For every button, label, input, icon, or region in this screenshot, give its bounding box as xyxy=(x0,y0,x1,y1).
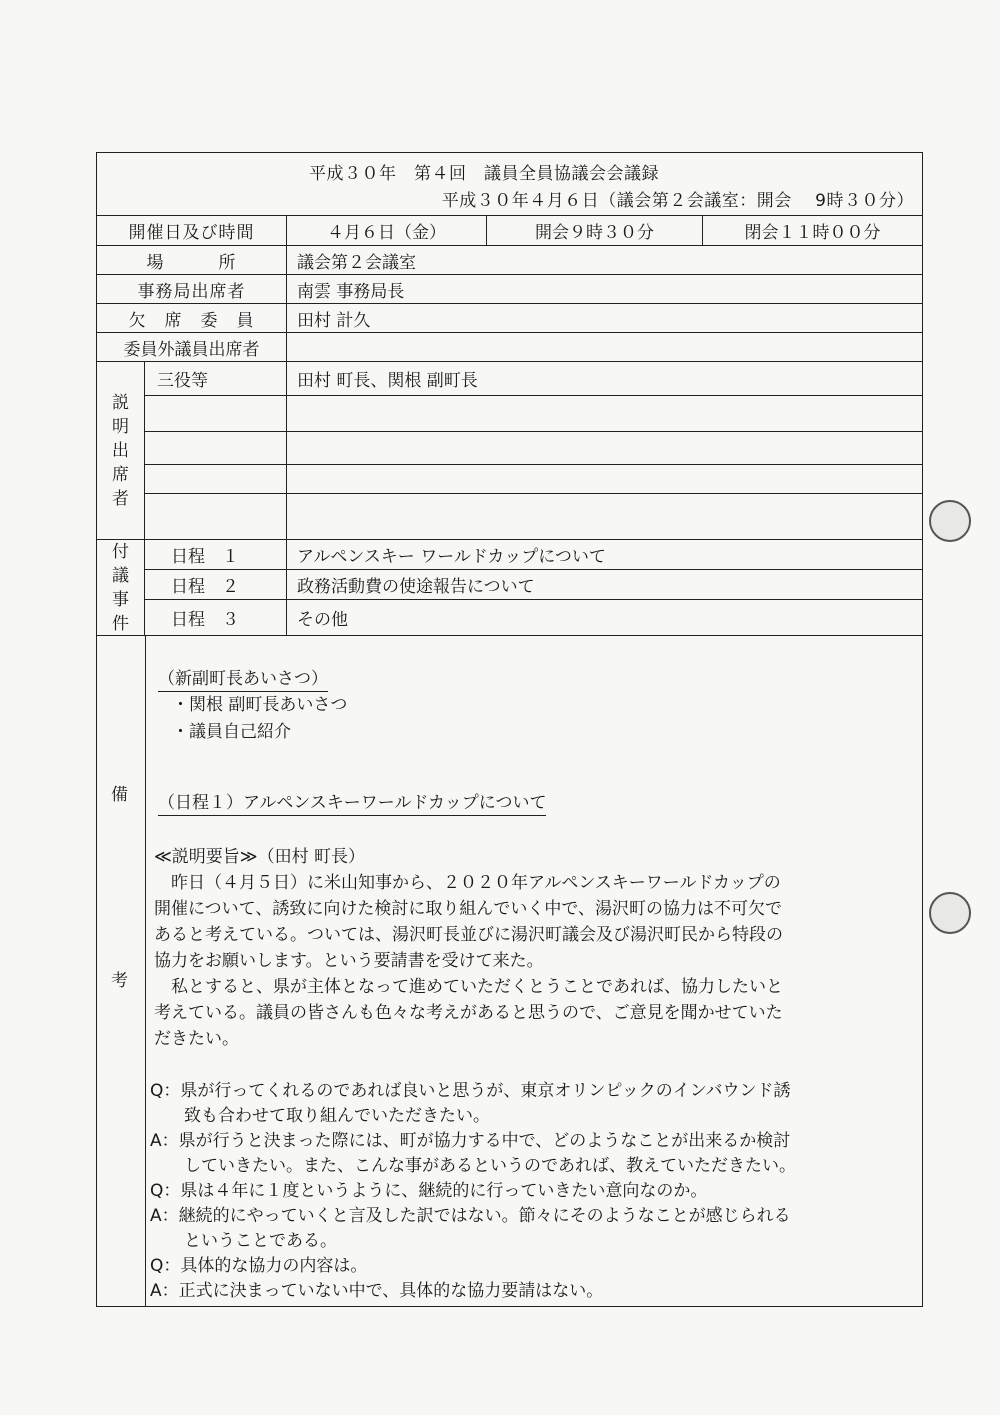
summary-line: だきたい。 xyxy=(154,1029,239,1049)
qa-line: A：県が行うと決まった際には、町が協力する中で、どのようなことが出来るか検討 xyxy=(150,1131,791,1151)
qa-line: Q：県は４年に１度というように、継続的に行っていきたい意向なのか。 xyxy=(150,1181,708,1201)
qa-line: 致も合わせて取り組んでいただきたい。 xyxy=(150,1106,490,1126)
label-char: 事 xyxy=(112,589,129,610)
qa-line: A：正式に決まっていない中で、具体的な協力要請はない。 xyxy=(150,1281,604,1301)
summary-line: 昨日（４月５日）に米山知事から、２０２０年アルペンスキーワールドカップの xyxy=(154,873,781,893)
explain-row-value xyxy=(287,494,922,539)
summary-line: 考えている。議員の皆さんも色々な考えがあると思うので、ご意見を聞かせていた xyxy=(154,1003,783,1023)
absent-value: 田村 計久 xyxy=(297,310,371,331)
label-char: 備 xyxy=(111,785,128,805)
summary-heading: ≪説明要旨≫（田村 町長） xyxy=(154,847,365,867)
greeting-item: ・議員自己紹介 xyxy=(172,722,291,742)
summary-line: 協力をお願いします。という要請書を受けて来た。 xyxy=(154,951,544,971)
agenda-item-label: 日程 ２ xyxy=(145,570,287,599)
agenda-item-label: 日程 １ xyxy=(145,540,287,569)
qa-line: していきたい。また、こんな事があるというのであれば、教えていただきたい。 xyxy=(150,1156,796,1176)
agenda-item-value: アルペンスキー ワールドカップについて xyxy=(297,547,606,567)
label-char: 席 xyxy=(112,464,129,485)
date-row xyxy=(97,216,922,246)
explain-grid xyxy=(145,362,922,539)
qa-line: ということである。 xyxy=(150,1231,337,1251)
office-label: 事務局出席者 xyxy=(97,275,287,303)
absent-label: 欠 席 委 員 xyxy=(97,304,287,332)
outside-value xyxy=(287,333,922,361)
document-subtitle: 平成３０年４月６日（議会第２会議室：開会 9時３０分） xyxy=(441,191,914,211)
explain-section xyxy=(97,362,922,540)
topic-heading xyxy=(158,788,546,813)
summary-line: 開催について、誘致に向けた検討に取り組んでいく中で、湯沢町の協力は不可欠で xyxy=(154,899,782,919)
explain-row-value xyxy=(287,396,922,431)
label-char: 説 xyxy=(112,392,129,413)
explain-row-label xyxy=(145,432,287,464)
explain-label xyxy=(97,362,145,539)
explain-row-value xyxy=(287,432,922,464)
explain-row-label: 三役等 xyxy=(145,362,287,395)
summary-line: あると考えている。ついては、湯沢町長並びに湯沢町議会及び湯沢町民から特段の xyxy=(154,925,783,945)
remarks-section xyxy=(97,636,922,1306)
qa-line: A：継続的にやっていくと言及した訳ではない。節々にそのようなことが感じられる xyxy=(150,1206,791,1226)
office-value: 南雲 事務局長 xyxy=(297,281,405,302)
agenda-section xyxy=(97,540,922,636)
topic-heading-text: （日程１）アルペンスキーワールドカップについて xyxy=(158,793,546,816)
label-char: 者 xyxy=(112,488,129,509)
agenda-item-value: 政務活動費の使途報告について xyxy=(297,577,535,597)
qa-line: Q：県が行ってくれるのであれば良いと思うが、東京オリンピックのインバウンド誘 xyxy=(150,1081,791,1101)
agenda-item xyxy=(145,540,922,570)
agenda-item xyxy=(145,570,922,600)
explain-row xyxy=(145,432,922,465)
date-value: ４月６日（金） xyxy=(287,216,487,245)
qa-line: Q：具体的な協力の内容は。 xyxy=(150,1256,368,1276)
agenda-item-label: 日程 ３ xyxy=(145,600,287,635)
absent-row xyxy=(97,304,922,333)
summary-line: 私とすると、県が主体となって進めていただくとうことであれば、協力したいと xyxy=(154,977,783,997)
remarks-label xyxy=(97,636,146,1306)
agenda-item xyxy=(145,600,922,635)
explain-row-value xyxy=(287,465,922,493)
remarks-body xyxy=(146,636,922,1306)
label-char: 件 xyxy=(112,613,129,634)
label-char: 議 xyxy=(112,565,129,586)
agenda-grid xyxy=(145,540,922,635)
place-row xyxy=(97,246,922,275)
explain-row xyxy=(145,465,922,494)
outside-label: 委員外議員出席者 xyxy=(97,333,287,361)
label-char: 明 xyxy=(112,416,129,437)
open-time: 開会９時３０分 xyxy=(487,216,703,245)
agenda-item-value: その他 xyxy=(297,610,348,630)
place-label: 場 所 xyxy=(97,246,287,274)
greeting-item: ・関根 副町長あいさつ xyxy=(172,695,348,715)
greeting-heading xyxy=(158,664,328,689)
close-time: 閉会１１時００分 xyxy=(744,223,881,243)
office-row xyxy=(97,275,922,304)
explain-row-label xyxy=(145,396,287,431)
punch-hole xyxy=(929,500,971,542)
explain-row-label xyxy=(145,494,287,539)
explain-row xyxy=(145,362,922,396)
place-value: 議会第２会議室 xyxy=(297,252,416,273)
document-title: 平成３０年 第４回 議員全員協議会会議録 xyxy=(309,164,659,184)
explain-row-value: 田村 町長、関根 副町長 xyxy=(297,371,478,391)
outside-row xyxy=(97,333,922,362)
greeting-heading-text: （新副町長あいさつ） xyxy=(158,669,328,692)
punch-hole xyxy=(929,892,971,934)
title-block xyxy=(97,153,922,216)
label-char: 考 xyxy=(111,971,128,991)
agenda-label xyxy=(97,540,145,635)
explain-row xyxy=(145,494,922,539)
minutes-table xyxy=(96,152,923,1307)
explain-row-label xyxy=(145,465,287,493)
explain-row xyxy=(145,396,922,432)
date-label: 開催日及び時間 xyxy=(97,216,287,245)
label-char: 出 xyxy=(112,440,129,461)
label-char: 付 xyxy=(112,541,129,562)
